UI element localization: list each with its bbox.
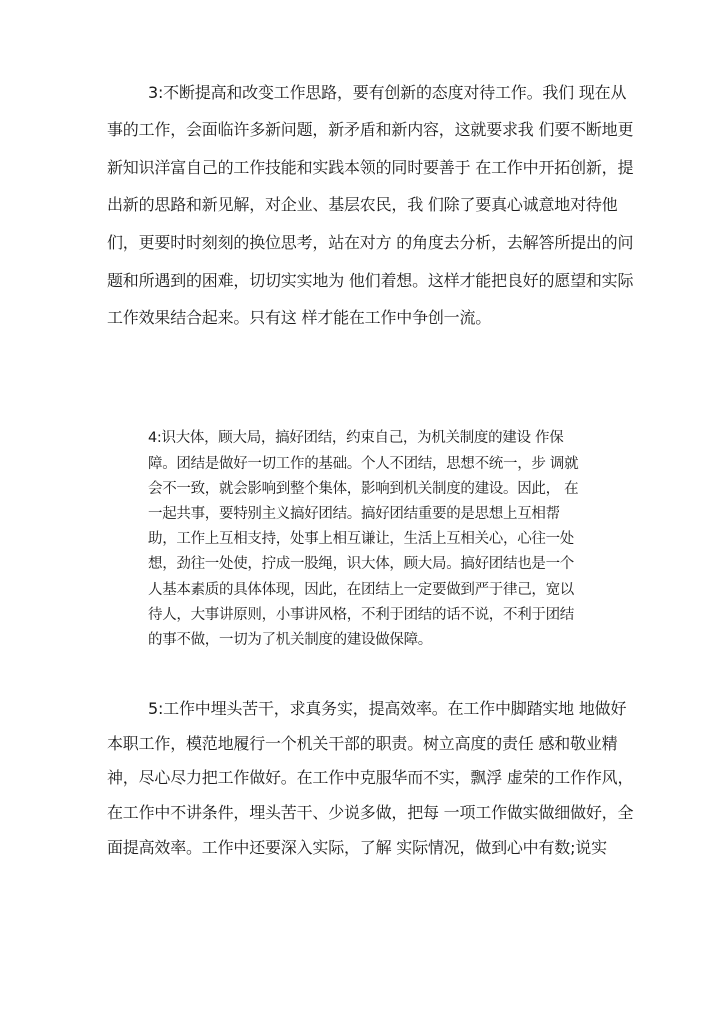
paragraph-line: 出新的思路和新见解，对企业、基层农民，我 们除了要真心诚意地对待他 — [107, 195, 618, 214]
paragraph-line: 4:识大体，顾大局，搞好团结，约束自己，为机关制度的建设 作保 — [148, 430, 564, 446]
paragraph-line: 5:工作中埋头苦干，求真务实，提高效率。在工作中脚踏实地 地做好 — [148, 699, 627, 718]
paragraph-line: 待人，大事讲原则，小事讲风格，不利于团结的话不说，不利于团结 — [148, 607, 574, 623]
paragraph-line: 面提高效率。工作中还要深入实际，了解 实际情况，做到心中有数;说实 — [107, 838, 607, 857]
paragraph-line: 一起共事，要特别主义搞好团结。搞好团结重要的是思想上互相帮 — [148, 506, 560, 522]
paragraph-line: 障。团结是做好一切工作的基础。个人不团结，思想不统一，步 调就 — [148, 456, 579, 472]
paragraph-line: 3:不断提高和改变工作思路，要有创新的态度对待工作。我们 现在从 — [148, 83, 627, 102]
paragraph-line: 工作效果结合起来。只有这 样才能在工作中争创一流。 — [107, 308, 492, 327]
paragraph-line: 会不一致，就会影响到整个集体，影响到机关制度的建设。因此， 在 — [148, 481, 579, 497]
paragraph-line: 助，工作上互相支持，处事上相互谦让，生活上互相关心，心往一处 — [148, 531, 574, 547]
paragraph-line: 在工作中不讲条件，埋头苦干、少说多做，把每 一项工作做实做细做好，全 — [107, 803, 634, 822]
paragraph-line: 们，更要时时刻刻的换位思考，站在对方 的角度去分析，去解答所提出的问 — [107, 233, 634, 252]
paragraph-line: 的事不做，一切为了机关制度的建设做保障。 — [148, 632, 432, 648]
paragraph-line: 题和所遇到的困难，切切实实地为 他们着想。这样才能把良好的愿望和实际 — [107, 271, 634, 290]
paragraph-line: 新知识洋富自己的工作技能和实践本领的同时要善于 在工作中开拓创新，提 — [107, 158, 634, 177]
paragraph-line: 事的工作，会面临许多新问题，新矛盾和新内容，这就要求我 们要不断地更 — [107, 120, 634, 139]
paragraph-line: 想，劲往一处使，拧成一股绳，识大体，顾大局。搞好团结也是一个 — [148, 556, 574, 572]
paragraph-line: 本职工作，模范地履行一个机关干部的职责。树立高度的责任 感和敬业精 — [107, 734, 618, 753]
paragraph-line: 人基本素质的具体体现，因此，在团结上一定要做到严于律己，宽以 — [148, 582, 574, 598]
paragraph-line: 神，尽心尽力把工作做好。在工作中克服华而不实，飘浮 虚荣的工作作风， — [107, 768, 634, 787]
